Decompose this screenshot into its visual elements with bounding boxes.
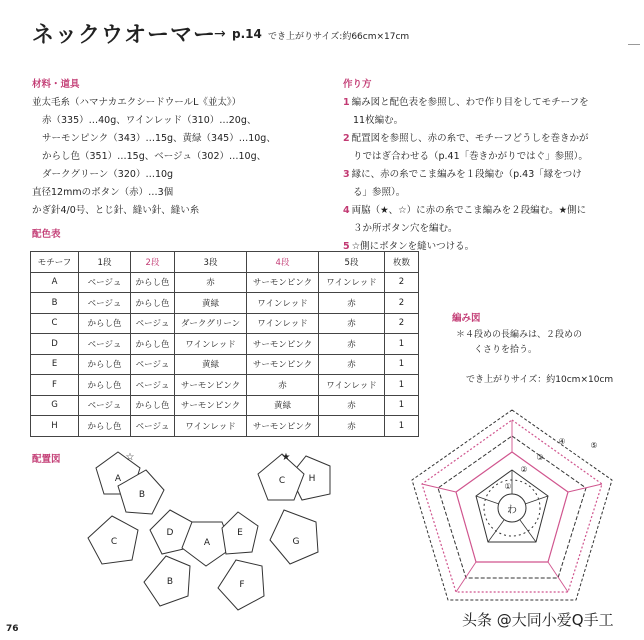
chart-center-label: わ [507, 505, 517, 516]
motif-label: E [237, 528, 243, 538]
motif-label: A [203, 538, 211, 548]
table-cell: サーモンピンク [175, 395, 247, 416]
motif-label: C [110, 537, 118, 547]
chart-note: ＊４段めの長編みは、２段めの [456, 330, 583, 340]
column-header: 5段 [319, 252, 385, 273]
instructions-heading: 作り方 [343, 79, 372, 90]
table-cell: 赤 [175, 272, 247, 293]
table-cell: ダークグリーン [175, 313, 247, 334]
table-cell: 2 [385, 272, 419, 293]
arrow-icon: → [214, 26, 226, 42]
step-text: 11枚編む。 [353, 115, 404, 126]
column-header: 3段 [175, 252, 247, 273]
materials-line: サーモンピンク（343）…15g、黄緑（345）…10g、 [42, 133, 276, 144]
finished-size: でき上がりサイズ:約66cm×17cm [268, 32, 410, 42]
step-number: 2 [343, 133, 350, 144]
motif-label: B [138, 490, 146, 500]
page-title: ネックウオーマー [32, 23, 217, 48]
table-cell: からし色 [79, 354, 131, 375]
table-cell: 黄緑 [175, 293, 247, 314]
table-cell: 1 [385, 416, 419, 437]
column-header: 1段 [79, 252, 131, 273]
table-cell: 2 [385, 313, 419, 334]
step-text: ３か所ボタン穴を編む。 [353, 223, 458, 234]
chart-row-label: ⑤ [590, 441, 598, 450]
materials-line: かぎ針4/0号、とじ針、縫い針、縫い糸 [32, 205, 200, 216]
chart-row-label: ③ [536, 453, 544, 462]
table-cell: H [31, 416, 79, 437]
stitch-chart [396, 396, 628, 628]
table-cell: ワインレッド [247, 313, 319, 334]
layout-diagram-heading: 配置図 [32, 454, 61, 465]
table-cell: G [31, 395, 79, 416]
chart-row-label: ② [520, 465, 528, 474]
table-cell: ワインレッド [175, 334, 247, 355]
table-cell: 黄緑 [175, 354, 247, 375]
step-text: りではぎ合わせる（p.41「巻きかがりではぐ」参照）。 [353, 151, 588, 162]
table-cell: E [31, 354, 79, 375]
table-cell: ベージュ [131, 354, 175, 375]
materials-heading: 材料・道具 [32, 79, 80, 90]
motif-label: B [166, 577, 174, 587]
table-cell: 1 [385, 354, 419, 375]
table-cell: B [31, 293, 79, 314]
table-cell: C [31, 313, 79, 334]
table-cell: ベージュ [79, 272, 131, 293]
materials-line: からし色（351）…15g、ベージュ（302）…10g、 [42, 151, 267, 162]
step-text: ☆側にボタンを縫いつける。 [351, 241, 475, 252]
table-cell: 赤 [319, 354, 385, 375]
table-cell: ワインレッド [319, 375, 385, 396]
step-text: 縁に、赤の糸でこま編みを１段編む（p.43「縁をつけ [351, 169, 582, 180]
table-cell: A [31, 272, 79, 293]
chart-row-label: ④ [558, 437, 566, 446]
table-cell: からし色 [131, 395, 175, 416]
table-cell: 赤 [319, 293, 385, 314]
step-number: 1 [343, 97, 350, 108]
table-cell: D [31, 334, 79, 355]
materials-line: 直径12mmのボタン（赤）…3個 [32, 187, 174, 198]
table-cell: 1 [385, 334, 419, 355]
table-cell: 2 [385, 293, 419, 314]
step-text: 編み図と配色表を参照し、わで作り目をしてモチーフを [351, 97, 589, 108]
table-cell: サーモンピンク [247, 354, 319, 375]
step-number: 5 [343, 241, 350, 252]
motif-label: G [292, 537, 300, 547]
table-cell: 赤 [319, 416, 385, 437]
table-cell: からし色 [79, 313, 131, 334]
motif-label: H [308, 474, 316, 484]
table-cell: ベージュ [131, 313, 175, 334]
star-filled-icon: ★ [281, 452, 291, 463]
page-reference: p.14 [232, 27, 262, 41]
step-text: 配置図を参照し、赤の糸で、モチーフどうしを巻きかが [351, 133, 589, 144]
table-cell: からし色 [131, 293, 175, 314]
motif-label: C [278, 476, 286, 486]
table-cell: ベージュ [131, 416, 175, 437]
table-cell: からし色 [79, 375, 131, 396]
table-cell: ワインレッド [319, 272, 385, 293]
table-cell: 赤 [319, 395, 385, 416]
motif-label: F [239, 580, 245, 590]
table-cell: サーモンピンク [247, 416, 319, 437]
page-number: 76 [6, 624, 19, 634]
table-cell: からし色 [131, 334, 175, 355]
star-open-icon: ☆ [125, 452, 135, 463]
step-text: る」参照）。 [353, 187, 406, 198]
table-cell: F [31, 375, 79, 396]
materials-line: 並太毛糸（ハマナカエクシードウールL《並太》） [32, 97, 242, 108]
step-number: 3 [343, 169, 350, 180]
column-header: 枚数 [385, 252, 419, 273]
table-cell: サーモンピンク [247, 272, 319, 293]
table-cell: ベージュ [79, 395, 131, 416]
column-header: 4段 [247, 252, 319, 273]
table-cell: 赤 [319, 313, 385, 334]
materials-line: ダークグリーン（320）…10g [42, 169, 174, 180]
stitch-chart-heading: 編み図 [452, 313, 481, 324]
table-cell: サーモンピンク [175, 375, 247, 396]
materials-line: 赤（335）…40g、ワインレッド（310）…20g、 [42, 115, 257, 126]
column-header: モチーフ [31, 252, 79, 273]
motif-label: A [114, 474, 122, 484]
step-text: 両脇（★、☆）に赤の糸でこま編みを２段編む。★側に [351, 205, 587, 216]
table-cell: 1 [385, 375, 419, 396]
table-cell: ベージュ [79, 334, 131, 355]
watermark: 头条 @大同小爱Q手工 [462, 611, 614, 629]
step-number: 4 [343, 205, 350, 216]
table-cell: からし色 [79, 416, 131, 437]
column-header: 2段 [131, 252, 175, 273]
table-cell: 1 [385, 395, 419, 416]
chart-size: でき上がりサイズ：約10cm×10cm [466, 375, 614, 385]
edge-rule [628, 44, 640, 45]
table-cell: ベージュ [131, 375, 175, 396]
chart-note: くさりを拾う。 [474, 345, 538, 355]
table-cell: 赤 [319, 334, 385, 355]
table-cell: 赤 [247, 375, 319, 396]
table-cell: サーモンピンク [247, 334, 319, 355]
motif-label: D [166, 528, 174, 538]
table-cell: からし色 [131, 272, 175, 293]
table-cell: ベージュ [79, 293, 131, 314]
chart-row-label: ① [504, 482, 512, 491]
table-cell: ワインレッド [247, 293, 319, 314]
table-cell: 黄緑 [247, 395, 319, 416]
table-cell: ワインレッド [175, 416, 247, 437]
color-table-heading: 配色表 [32, 229, 61, 240]
